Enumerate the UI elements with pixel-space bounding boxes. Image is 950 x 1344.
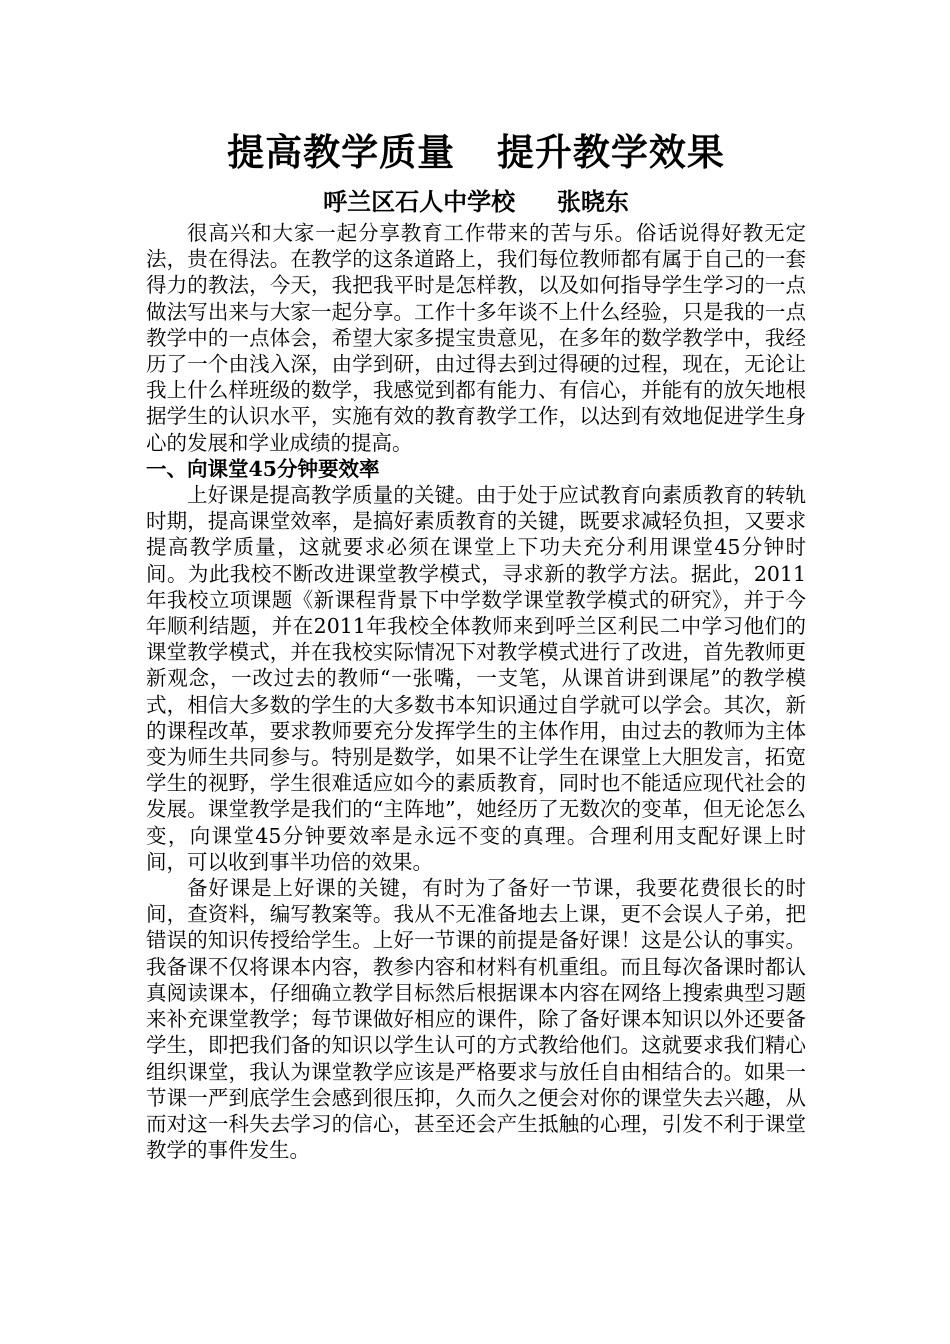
author-line: 呼兰区石人中学校 张晓东 (323, 187, 629, 216)
section-heading-1: 一、向课堂45分钟要效率 (146, 456, 380, 481)
document-page (146, 128, 806, 1163)
document-title: 提高教学质量 提升教学效果 (227, 130, 725, 174)
section-1-paragraph-1: 上好课是提高教学质量的关键。由于处于应试教育向素质教育的转轨时期，提高课堂效率，是搞好素质教育的关键，既要求减轻负担，又要求提高教学质量，这就要求必须在课堂上下功夫充分利用课堂45分钟时间。为此我校不断改进课堂教学模式，寻求新的教学方法。据此，2011年我校立项课题《新课程背景下中学数学课堂教学模式的研究》，并于今年顺利结题，并在2011年我校全体教师来到呼兰区利民二中学习他们的课堂教学模式，并在我校实际情况下对教学模式进行了改进，首先教师更新观念，一改过去的教师“一张嘴，一支笔，从课首讲到课尾”的教学模式，相信大多数的学生的大多数书本知识通过自学就可以学会。其次，新的课程改革，要求教师要充分发挥学生的主体作用，由过去的教师为主体变为师生共同参与。特别是数学，如果不让学生在课堂上大胆发言，拓宽学生的视野，学生很难适应如今的素质教育，同时也不能适应现代社会的发展。课堂教学是我们的“主阵地”，她经历了无数次的变革，但无论怎么变，向课堂45分钟要效率是永远不变的真理。合理利用支配好课上时间，可以收到事半功倍的效果。 (146, 483, 806, 874)
intro-paragraph: 很高兴和大家一起分享教育工作带来的苦与乐。俗话说得好教无定法，贵在得法。在教学的这条道路上，我们每位教师都有属于自己的一套得力的教法，今天，我把我平时是怎样教，以及如何指导学生学习的一点做法写出来与大家一起分享。工作十多年谈不上什么经验，只是我的一点教学中的一点体会，希望大家多提宝贵意见，在多年的数学教学中，我经历了一个由浅入深，由学到研，由过得去到过得硬的过程，现在，无论让我上什么样班级的数学，我感觉到都有能力、有信心，并能有的放矢地根据学生的认识水平，实施有效的教育教学工作，以达到有效地促进学生身心的发展和学业成绩的提高。 (146, 221, 806, 455)
section-1-paragraph-2: 备好课是上好课的关键，有时为了备好一节课，我要花费很长的时间，查资料，编写教案等。我从不无准备地去上课，更不会误人子弟，把错误的知识传授给学生。上好一节课的前提是备好课！这是公认的事实。我备课不仅将课本内容，教参内容和材料有机重组。而且每次备课时都认真阅读课本，仔细确立教学目标然后根据课本内容在网络上搜索典型习题来补充课堂教学；每节课做好相应的课件，除了备好课本知识以外还要备学生，即把我们备的知识以学生认可的方式教给他们。这就要求我们精心组织课堂，我认为课堂教学应该是严格要求与放任自由相结合的。如果一节课一严到底学生会感到很压抑，久而久之便会对你的课堂失去兴趣，从而对这一科失去学习的信心，甚至还会产生抵触的心理，引发不利于课堂教学的事件发生。 (146, 876, 806, 1163)
